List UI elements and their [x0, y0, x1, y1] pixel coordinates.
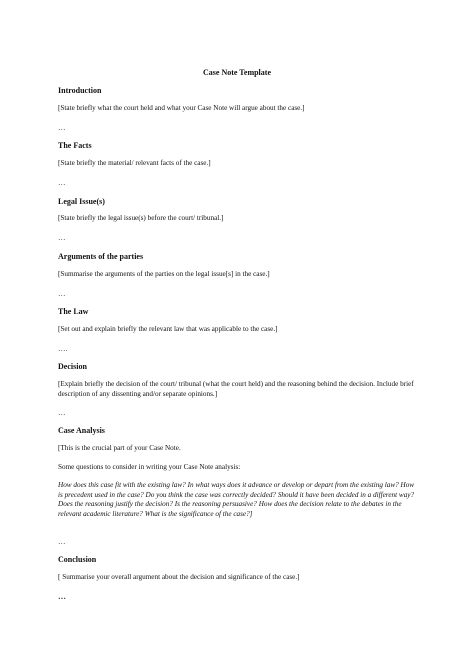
section-text-legal-issues: [State briefly the legal issue(s) before the court/ tribunal.] — [58, 214, 224, 222]
section-heading-law: The Law — [58, 307, 89, 316]
section-placeholder-conclusion: … — [58, 592, 67, 601]
section-heading-case-analysis: Case Analysis — [58, 426, 105, 435]
section-text-case-analysis-questions-intro: Some questions to consider in writing your Case Note analysis: — [58, 463, 241, 471]
section-heading-legal-issues: Legal Issue(s) — [58, 197, 105, 206]
section-placeholder-legal-issues: … — [58, 233, 66, 242]
section-placeholder-law: …. — [58, 344, 68, 353]
section-heading-facts: The Facts — [58, 141, 92, 150]
section-text-decision: [Explain briefly the decision of the court/ tribunal (what the court held) and the reasoning behind the decision. Include brief description of any dissenting and/or separate opinions.] — [58, 380, 414, 398]
section-heading-decision: Decision — [58, 362, 87, 371]
section-text-introduction: [State briefly what the court held and what your Case Note will argue about the case.] — [58, 104, 305, 112]
section-placeholder-facts: … — [58, 178, 66, 187]
section-heading-introduction: Introduction — [58, 86, 102, 95]
section-placeholder-case-analysis: … — [58, 537, 66, 546]
section-text-arguments: [Summarise the arguments of the parties on the legal issue[s] in the case.] — [58, 270, 270, 278]
section-placeholder-introduction: … — [58, 123, 66, 132]
section-text-case-analysis-questions: How does this case fit with the existing law? In what ways does it advance or develop or depart from the existing law? How is precedent used in the case? Do you think the case was correctly decided? Should it have been decided in a different way? Does the reasoning justify the decision? Is the reasoning persuasive? How does the decision relate to the debates in the relevant academic literature? What is the significance of the case?] — [58, 481, 415, 518]
section-text-conclusion: [ Summarise your overall argument about the decision and significance of the case.] — [58, 573, 300, 581]
section-heading-conclusion: Conclusion — [58, 555, 97, 564]
section-placeholder-decision: … — [58, 408, 66, 417]
document-title: Case Note Template — [203, 68, 271, 77]
section-text-law: [Set out and explain briefly the relevant law that was applicable to the case.] — [58, 325, 278, 333]
section-text-facts: [State briefly the material/ relevant facts of the case.] — [58, 159, 211, 167]
section-placeholder-arguments: … — [58, 289, 66, 298]
section-heading-arguments: Arguments of the parties — [58, 252, 144, 261]
section-text-case-analysis: [This is the crucial part of your Case Note. — [58, 444, 181, 452]
